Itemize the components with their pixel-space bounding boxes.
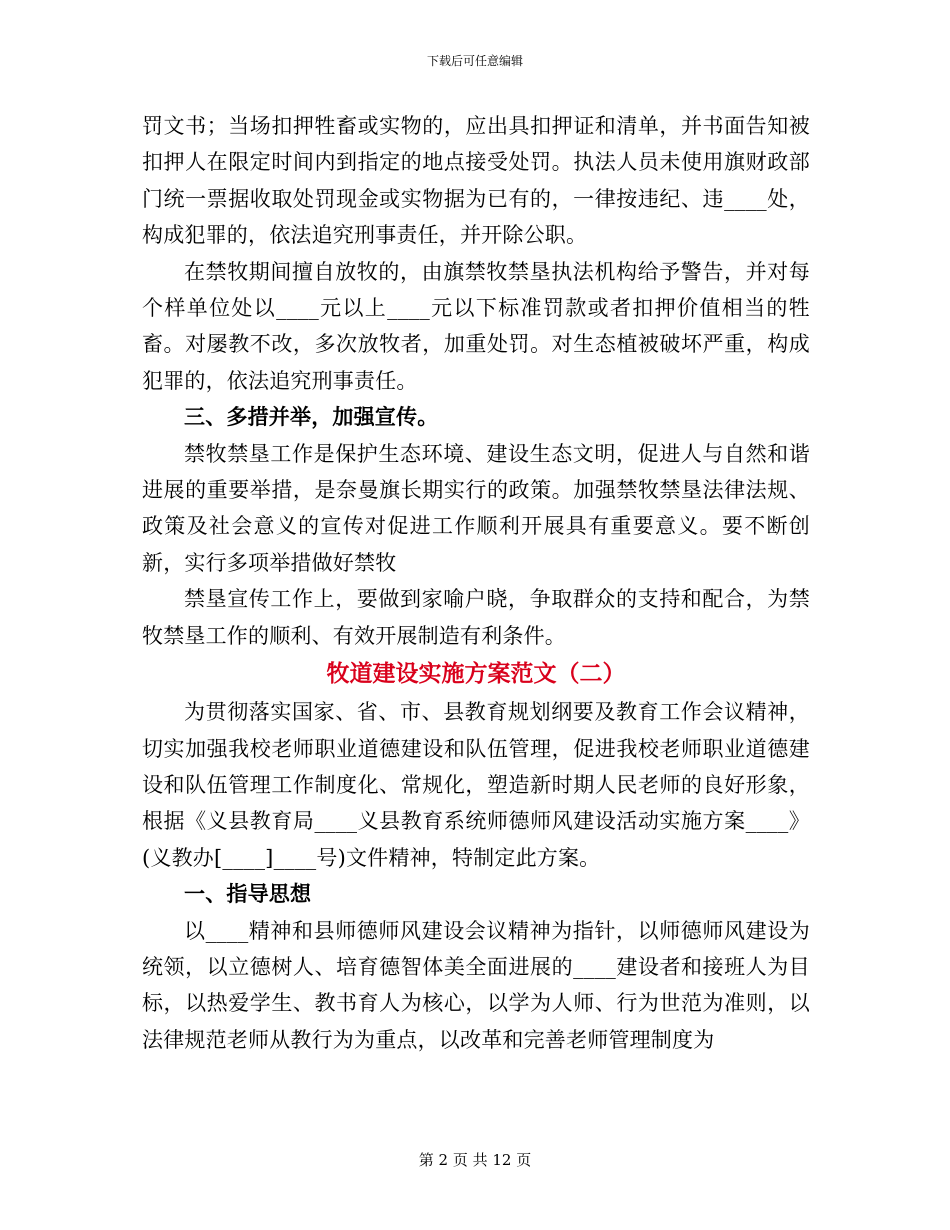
section-heading-guiding-ideology: 一、指导思想 (184, 881, 312, 907)
page-number: 第 2 页 共 12 页 (418, 1151, 532, 1169)
paragraph-penalty-documents: 罚文书；当场扣押牲畜或实物的，应出具扣押证和清单，并书面告知被扣押人在限定时间内到指定的地点接受处罚。执法人员未使用旗财政部门统一票据收取处罚现金或实物据为已有的，一律按违纪、违____处，构成犯罪的，依法追究刑事责任，并开除公职。 (142, 114, 810, 248)
paragraph-publicity-importance: 禁牧禁垦工作是保护生态环境、建设生态文明，促进人与自然和谐进展的重要举措，是奈曼旗长期实行的政策。加强禁牧禁垦法律法规、政策及社会意义的宣传对促进工作顺利开展具有重要意义。要不断创新，实行多项举措做好禁牧 (142, 441, 810, 575)
paragraph-purpose: 为贯彻落实国家、省、市、县教育规划纲要及教育工作会议精神，切实加强我校老师职业道德建设和队伍管理，促进我校老师职业道德建设和队伍管理工作制度化、常规化，塑造新时期人民老师的良好形象，根据《义县教育局____义县教育系统师德师风建设活动实施方案____》(义教办[____]____号)文件精神，特制定此方案。 (142, 700, 810, 870)
document-body (142, 108, 810, 1058)
paragraph-guiding-ideology: 以____精神和县师德师风建设会议精神为指针，以师德师风建设为统领，以立德树人、培育德智体美全面进展的____建设者和接班人为目标，以热爱学生、教书育人为核心，以学为人师、行为世范为准则，以法律规范老师从教行为为重点，以改革和完善老师管理制度为 (142, 918, 810, 1052)
document-title: 牧道建设实施方案范文（二） (326, 660, 626, 688)
paragraph-grazing-penalty: 在禁牧期间擅自放牧的，由旗禁牧禁垦执法机构给予警告，并对每个样单位处以____元以上____元以下标准罚款或者扣押价值相当的牲畜。对屡教不改，多次放牧者，加重处罚。对生态植被破坏严重，构成犯罪的，依法追究刑事责任。 (142, 259, 810, 393)
section-heading-publicity: 三、多措并举，加强宣传。 (184, 404, 439, 430)
paragraph-publicity-work: 禁垦宣传工作上，要做到家喻户晓，争取群众的支持和配合，为禁牧禁垦工作的顺利、有效开展制造有利条件。 (142, 587, 810, 648)
page-header: 下载后可任意编辑 (426, 54, 523, 68)
